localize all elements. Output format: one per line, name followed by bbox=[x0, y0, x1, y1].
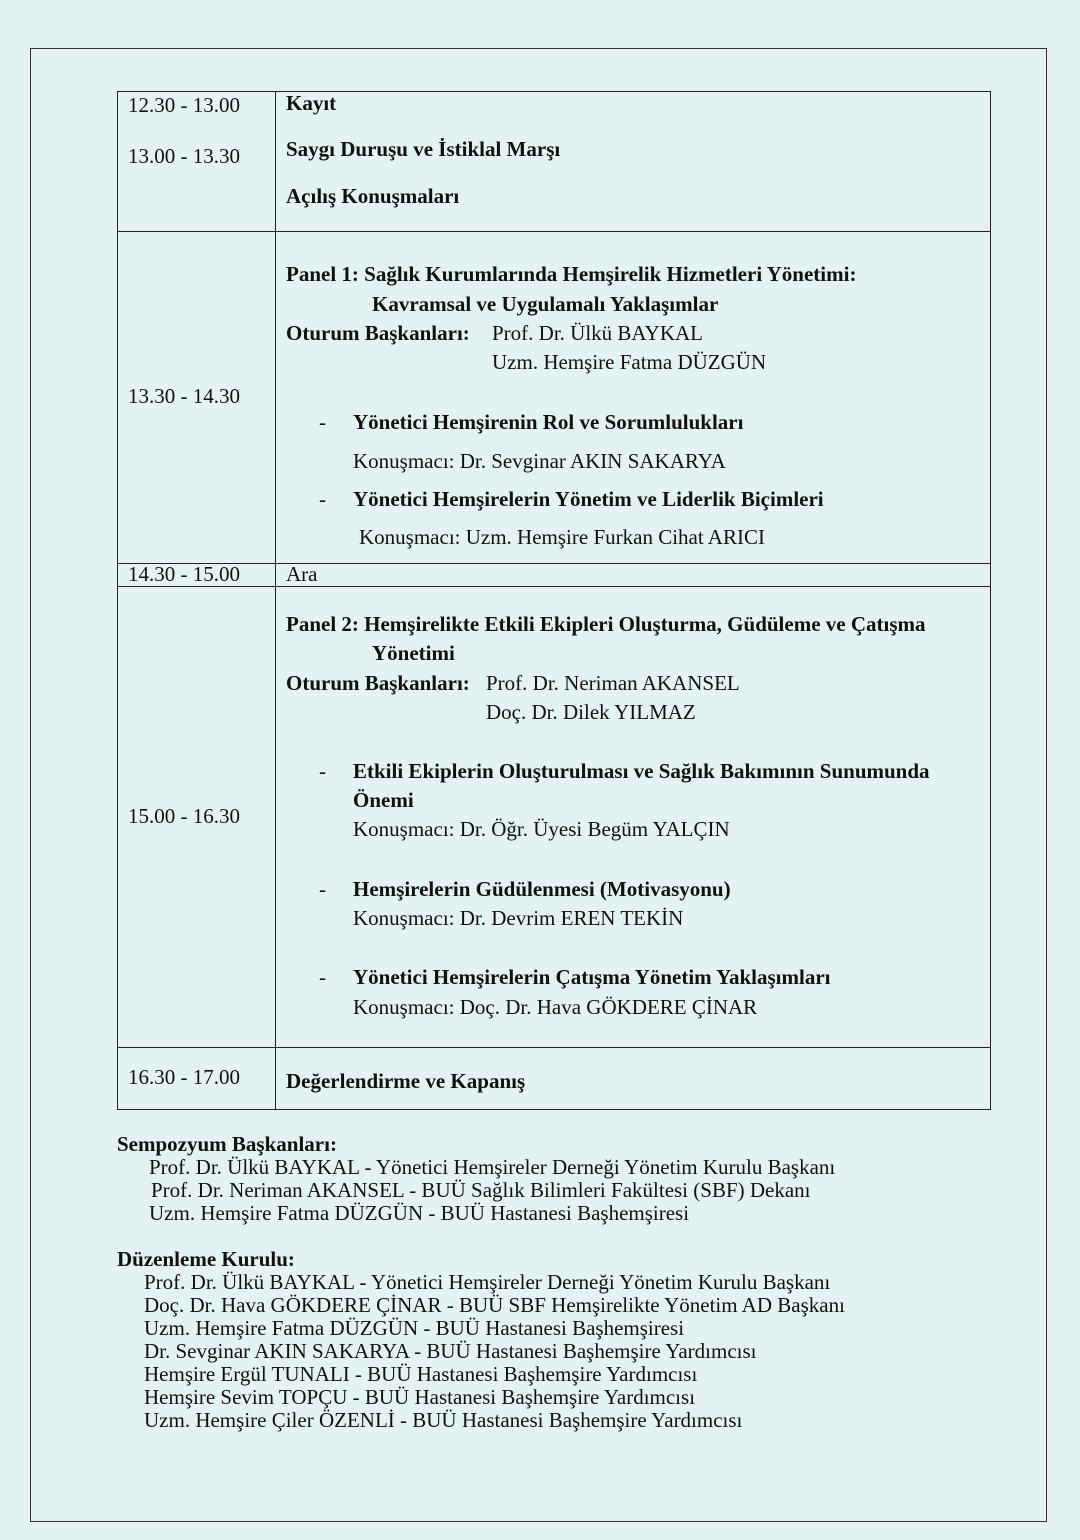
break-label: Ara bbox=[286, 562, 318, 586]
talk-speaker: Konuşmacı: Dr. Sevginar AKIN SAKARYA bbox=[353, 449, 726, 473]
talk-speaker: Konuşmacı: Dr. Öğr. Üyesi Begüm YALÇIN bbox=[353, 817, 730, 841]
program-table bbox=[117, 91, 991, 1110]
row-divider bbox=[118, 1047, 990, 1048]
time-slot: 13.00 - 13.30 bbox=[128, 144, 240, 168]
president-item: Prof. Dr. Neriman AKANSEL - BUÜ Sağlık Bilimleri Fakültesi (SBF) Dekanı bbox=[151, 1178, 811, 1202]
time-slot: 12.30 - 13.00 bbox=[128, 93, 240, 117]
committee-item: Dr. Sevginar AKIN SAKARYA - BUÜ Hastanesi Başhemşire Yardımcısı bbox=[144, 1339, 757, 1363]
talk-title: Hemşirelerin Güdülenmesi (Motivasyonu) bbox=[353, 877, 731, 901]
talk-title: Etkili Ekiplerin Oluşturulması ve Sağlık Bakımının Sunumunda bbox=[353, 759, 930, 783]
committee-item: Uzm. Hemşire Çiler ÖZENLİ - BUÜ Hastanesi Başhemşire Yardımcısı bbox=[144, 1408, 743, 1432]
time-slot: 15.00 - 16.30 bbox=[128, 804, 240, 828]
talk-title: Yönetici Hemşirelerin Yönetim ve Liderlik Biçimleri bbox=[353, 487, 824, 511]
bullet-dash: - bbox=[319, 410, 326, 434]
talk-speaker: Konuşmacı: Uzm. Hemşire Furkan Cihat ARICI bbox=[359, 525, 765, 549]
talk-speaker: Konuşmacı: Doç. Dr. Hava GÖKDERE ÇİNAR bbox=[353, 995, 758, 1019]
panel-title: Panel 1: Sağlık Kurumlarında Hemşirelik Hizmetleri Yönetimi: bbox=[286, 262, 857, 286]
committee-item: Hemşire Ergül TUNALI - BUÜ Hastanesi Başhemşire Yardımcısı bbox=[144, 1362, 698, 1386]
committee-item: Hemşire Sevim TOPÇU - BUÜ Hastanesi Başhemşire Yardımcısı bbox=[144, 1385, 696, 1409]
closing-label: Değerlendirme ve Kapanış bbox=[286, 1069, 526, 1093]
chairs-label: Oturum Başkanları: bbox=[286, 671, 470, 695]
chair-name: Prof. Dr. Neriman AKANSEL bbox=[486, 671, 740, 695]
committee-item: Prof. Dr. Ülkü BAYKAL - Yönetici Hemşireler Derneği Yönetim Kurulu Başkanı bbox=[144, 1270, 831, 1294]
row-divider bbox=[118, 586, 990, 587]
talk-speaker: Konuşmacı: Dr. Devrim EREN TEKİN bbox=[353, 906, 684, 930]
bullet-dash: - bbox=[319, 877, 326, 901]
talk-title: Yönetici Hemşirelerin Çatışma Yönetim Yaklaşımları bbox=[353, 965, 831, 989]
time-slot: 16.30 - 17.00 bbox=[128, 1065, 240, 1089]
bullet-dash: - bbox=[319, 965, 326, 989]
bullet-dash: - bbox=[319, 487, 326, 511]
opening-label: Açılış Konuşmaları bbox=[286, 184, 460, 208]
committee-heading: Düzenleme Kurulu: bbox=[117, 1247, 295, 1271]
chairs-label: Oturum Başkanları: bbox=[286, 321, 470, 345]
registration-label: Kayıt bbox=[286, 91, 337, 115]
anthem-label: Saygı Duruşu ve İstiklal Marşı bbox=[286, 137, 561, 161]
panel-title-cont: Yönetimi bbox=[372, 641, 455, 665]
row-divider bbox=[118, 563, 990, 564]
committee-item: Doç. Dr. Hava GÖKDERE ÇİNAR - BUÜ SBF Hemşirelikte Yönetim AD Başkanı bbox=[144, 1293, 845, 1317]
president-item: Prof. Dr. Ülkü BAYKAL - Yönetici Hemşireler Derneği Yönetim Kurulu Başkanı bbox=[149, 1155, 836, 1179]
chair-name: Prof. Dr. Ülkü BAYKAL bbox=[492, 321, 703, 345]
column-divider bbox=[275, 92, 276, 1109]
talk-title: Yönetici Hemşirenin Rol ve Sorumlulukları bbox=[353, 410, 744, 434]
chair-name: Doç. Dr. Dilek YILMAZ bbox=[486, 700, 696, 724]
time-slot: 13.30 - 14.30 bbox=[128, 384, 240, 408]
presidents-heading: Sempozyum Başkanları: bbox=[117, 1132, 337, 1156]
panel-title: Panel 2: Hemşirelikte Etkili Ekipleri Oluşturma, Güdüleme ve Çatışma bbox=[286, 612, 926, 636]
talk-title-cont: Önemi bbox=[353, 788, 414, 812]
chair-name: Uzm. Hemşire Fatma DÜZGÜN bbox=[492, 350, 767, 374]
committee-item: Uzm. Hemşire Fatma DÜZGÜN - BUÜ Hastanesi Başhemşiresi bbox=[144, 1316, 685, 1340]
president-item: Uzm. Hemşire Fatma DÜZGÜN - BUÜ Hastanesi Başhemşiresi bbox=[149, 1201, 690, 1225]
row-divider bbox=[118, 231, 990, 232]
time-slot: 14.30 - 15.00 bbox=[128, 562, 240, 586]
bullet-dash: - bbox=[319, 759, 326, 783]
panel-title-cont: Kavramsal ve Uygulamalı Yaklaşımlar bbox=[372, 292, 719, 316]
